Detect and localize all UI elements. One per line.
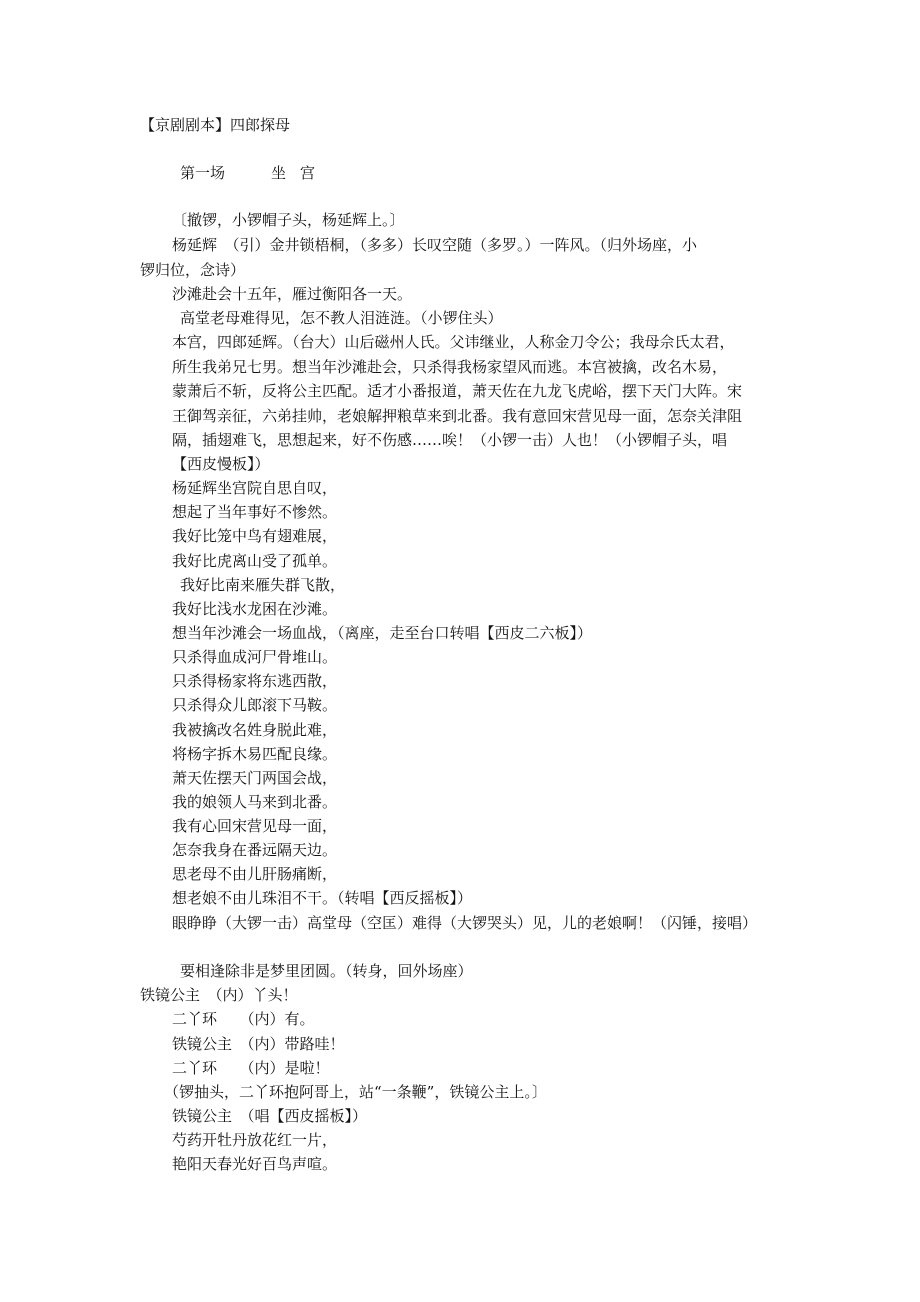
lyric-line: 将杨字拆木易匹配良缘。 — [172, 745, 338, 763]
stage-direction: 〔撤锣，小锣帽子头，杨延辉上。〕 — [172, 211, 405, 229]
dialogue-line: 铁镜公主 （唱【西皮摇板】） — [172, 1107, 368, 1125]
dialogue-line: 铁镜公主 （内）丫头！ — [140, 986, 298, 1004]
scene-heading — [180, 163, 315, 183]
lyric-line: 芍药开牡丹放花红一片， — [172, 1131, 338, 1149]
scene-number: 第一场 — [180, 164, 226, 182]
speech-line: 本宫，四郎延辉。（台大）山后磁州人氏。父讳继业，人称金刀令公；我母佘氏太君， — [172, 333, 735, 351]
lyric-line: 我好比笼中鸟有翅难展， — [172, 527, 338, 545]
document-title: 【京剧剧本】四郎探母 — [140, 116, 291, 134]
poem-line: 沙滩赴会十五年，雁过衡阳各一天。 — [172, 285, 413, 303]
lyric-line: 只杀得血成河尸骨堆山。 — [172, 648, 338, 666]
lyric-line: 思老母不由儿肝肠痛断， — [172, 865, 338, 883]
lyric-line: 我好比南来雁失群飞散， — [180, 576, 346, 594]
lyric-line: 我的娘领人马来到北番。 — [172, 793, 338, 811]
dialogue-line: 二丫环 （内）是啦！ — [172, 1059, 330, 1077]
dialogue-line: 二丫环 （内）有。 — [172, 1010, 315, 1028]
script-line: 杨延辉 （引）金井锁梧桐，（多多）长叹空随（多罗。）一阵风。（归外场座，小 — [172, 236, 698, 254]
lyric-line: 我好比虎离山受了孤单。 — [172, 552, 338, 570]
lyric-line: 萧天佐摆天门两国会战， — [172, 769, 338, 787]
lyric-line: 我有心回宋营见母一面， — [172, 817, 338, 835]
lyric-line: 我被擒改名姓身脱此难， — [172, 721, 338, 739]
lyric-line: 眼睁睁（大锣一击）高堂母（空匡）难得（大锣哭头）见，儿的老娘啊！（闪锤，接唱） — [172, 914, 758, 932]
stage-direction: （锣抽头，二丫环抱阿哥上，站“一条鞭”，铁镜公主上。〕 — [164, 1083, 547, 1101]
dialogue-line: 铁镜公主 （内）带路哇！ — [172, 1035, 345, 1053]
speech-line: 蒙萧后不斩，反将公主匹配。适才小番报道，萧天佐在九龙飞虎峪，摆下天门大阵。宋 — [172, 382, 743, 400]
speech-line: 隔，插翅难飞，思想起来，好不伤感……唉！（小锣一击）人也！（小锣帽子头，唱 — [172, 431, 728, 449]
script-line: 锣归位，念诗） — [140, 261, 246, 279]
poem-line: 高堂老母难得见，怎不教人泪涟涟。（小锣住头） — [180, 309, 503, 327]
speech-line: 【西皮慢板】） — [172, 455, 270, 473]
lyric-line: 想当年沙滩会一场血战，（离座，走至台口转唱【西皮二六板】） — [172, 624, 593, 642]
scene-name-char-2: 宫 — [300, 164, 316, 182]
lyric-line: 要相逢除非是梦里团圆。（转身，回外场座） — [180, 962, 473, 980]
lyric-line: 我好比浅水龙困在沙滩。 — [172, 600, 338, 618]
lyric-line: 艳阳天春光好百鸟声喧。 — [172, 1155, 338, 1173]
scene-name-char-1: 坐 — [271, 164, 287, 182]
lyric-line: 怎奈我身在番远隔天边。 — [172, 841, 338, 859]
lyric-line: 杨延辉坐宫院自思自叹， — [172, 479, 338, 497]
lyric-line: 只杀得杨家将东逃西散， — [172, 672, 338, 690]
speech-line: 王御驾亲征，六弟挂帅，老娘解押粮草来到北番。我有意回宋营见母一面，怎奈关津阻 — [172, 407, 743, 425]
lyric-line: 想老娘不由儿珠泪不干。（转唱【西反摇板】） — [172, 889, 473, 907]
speech-line: 所生我弟兄七男。想当年沙滩赴会，只杀得我杨家望风而逃。本宫被擒，改名木易， — [172, 358, 728, 376]
lyric-line: 只杀得众儿郎滚下马鞍。 — [172, 696, 338, 714]
lyric-line: 想起了当年事好不惨然。 — [172, 503, 338, 521]
